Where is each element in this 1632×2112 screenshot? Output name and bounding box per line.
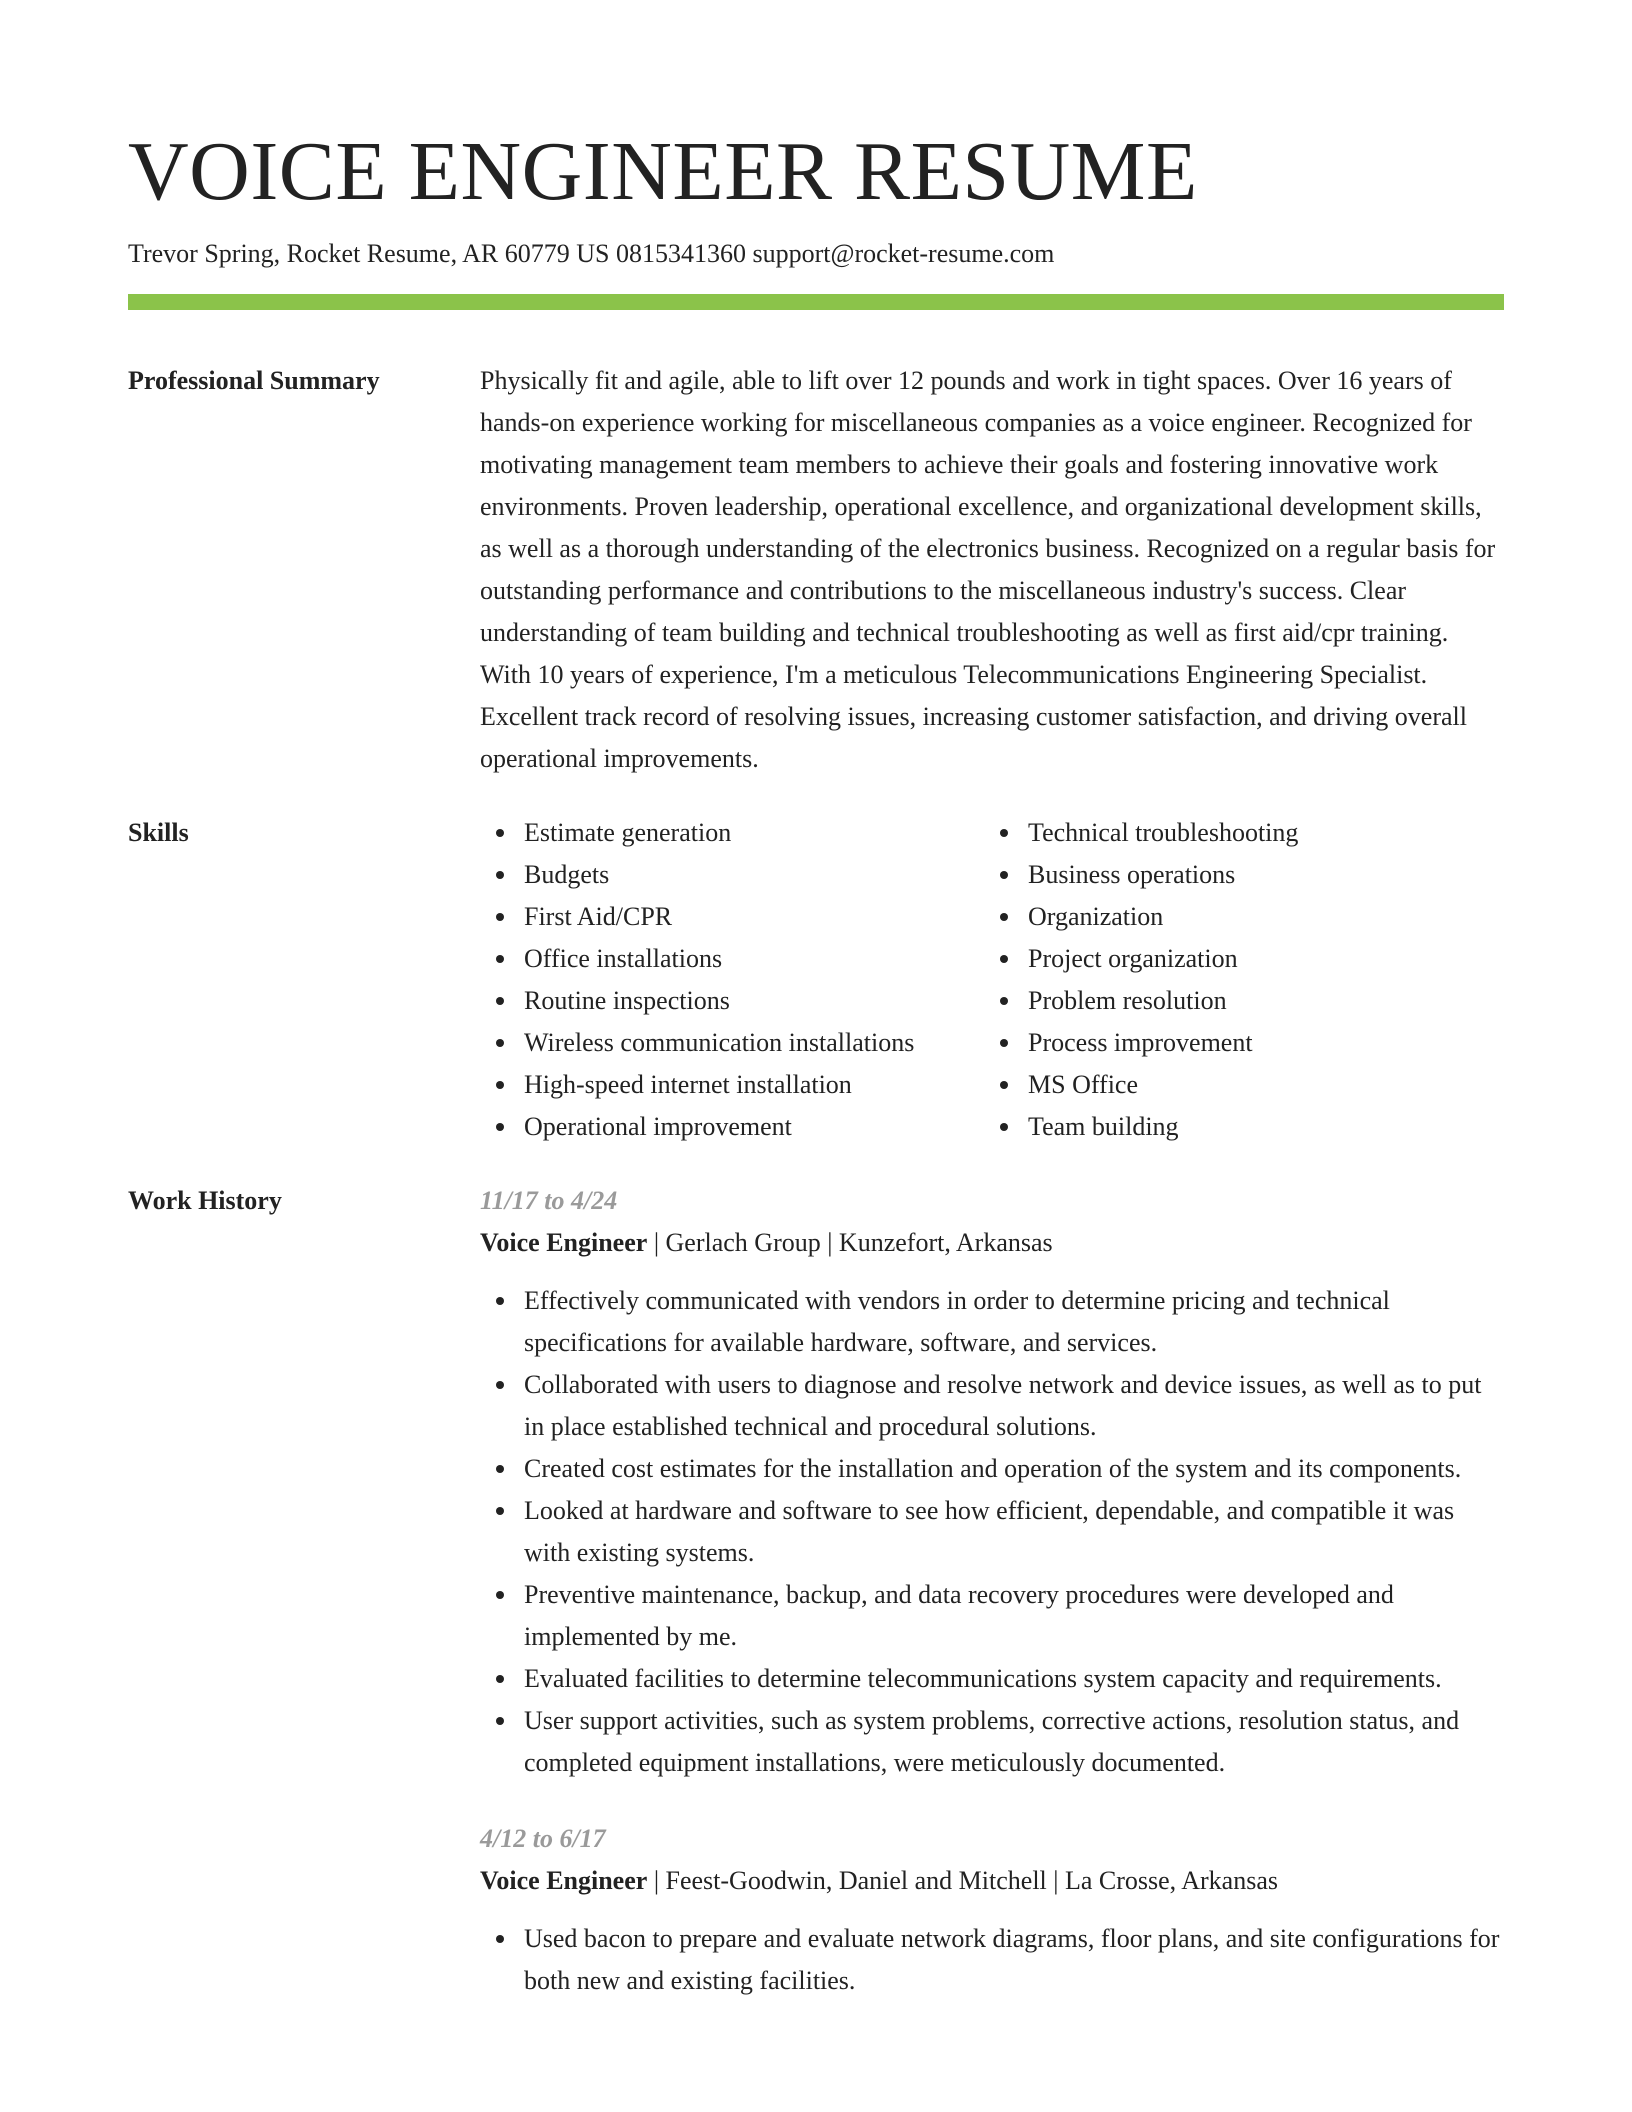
professional-summary-section [128,360,1504,780]
list-item: Preventive maintenance, backup, and data recovery procedures were developed and implemented by me. [480,1574,1504,1658]
job-title: Voice Engineer [480,1228,648,1257]
job-list [480,1180,1504,2036]
summary-text: Physically fit and agile, able to lift over 12 pounds and work in tight spaces. Over 16 years of hands-on experience working for miscellaneous companies as a voice engineer. Recognized for motivating management team members to achieve their goals and fostering innovative work environments. Proven leadership, operational excellence, and organizational development skills, as well as a thorough understanding of the electronics business. Recognized on a regular basis for outstanding performance and contributions to the miscellaneous industry's success. Clear understanding of team building and technical troubleshooting as well as first aid/cpr training. With 10 years of experience, I'm a meticulous Telecommunications Engineering Specialist. Excellent track record of resolving issues, increasing customer satisfaction, and driving overall operational improvements. [480,366,1496,773]
list-item: High-speed internet installation [480,1064,984,1106]
list-item: Operational improvement [480,1106,984,1148]
contact-line: Trevor Spring, Rocket Resume, AR 60779 US 0815341360 support@rocket-resume.com [128,239,1055,268]
job-bullets [480,1918,1504,2002]
section-label-skills: Skills [128,818,189,847]
job-title: Voice Engineer [480,1866,648,1895]
list-item: Team building [984,1106,1488,1148]
list-item: Problem resolution [984,980,1488,1022]
list-item: Organization [984,896,1488,938]
job-entry [480,1818,1504,2002]
list-item: Collaborated with users to diagnose and resolve network and device issues, as well as to put in place established technical and procedural solutions. [480,1364,1504,1448]
job-details: | Feest-Goodwin, Daniel and Mitchell | La Crosse, Arkansas [647,1866,1278,1895]
list-item: Evaluated facilities to determine telecommunications system capacity and requirements. [480,1658,1504,1700]
list-item: Office installations [480,938,984,980]
job-bullets [480,1280,1504,1784]
list-item: Created cost estimates for the installation and operation of the system and its components. [480,1448,1504,1490]
list-item: Business operations [984,854,1488,896]
job-details: | Gerlach Group | Kunzefort, Arkansas [647,1228,1053,1257]
skills-column-left [480,812,984,1148]
skills-section [128,812,1504,1148]
list-item: Process improvement [984,1022,1488,1064]
list-item: Effectively communicated with vendors in order to determine pricing and technical specifications for available hardware, software, and services. [480,1280,1504,1364]
job-date: 11/17 to 4/24 [480,1186,618,1215]
job-heading [480,1222,1504,1264]
list-item: Project organization [984,938,1488,980]
list-item: Used bacon to prepare and evaluate network diagrams, floor plans, and site configurations for both new and existing facilities. [480,1918,1504,2002]
resume-page [128,118,1504,2036]
section-label-work: Work History [128,1186,282,1215]
job-date: 4/12 to 6/17 [480,1824,606,1853]
accent-divider [128,294,1504,310]
list-item: First Aid/CPR [480,896,984,938]
list-item: Technical troubleshooting [984,812,1488,854]
list-item: Looked at hardware and software to see how efficient, dependable, and compatible it was with existing systems. [480,1490,1504,1574]
job-heading [480,1860,1504,1902]
work-history-section [128,1180,1504,2036]
section-label-summary: Professional Summary [128,366,380,395]
list-item: Budgets [480,854,984,896]
job-entry [480,1180,1504,1784]
skills-column-right [984,812,1488,1148]
resume-title: VOICE ENGINEER RESUME [128,125,1198,218]
list-item: Estimate generation [480,812,984,854]
list-item: MS Office [984,1064,1488,1106]
list-item: Wireless communication installations [480,1022,984,1064]
list-item: Routine inspections [480,980,984,1022]
list-item: User support activities, such as system problems, corrective actions, resolution status, and completed equipment installations, were meticulously documented. [480,1700,1504,1784]
